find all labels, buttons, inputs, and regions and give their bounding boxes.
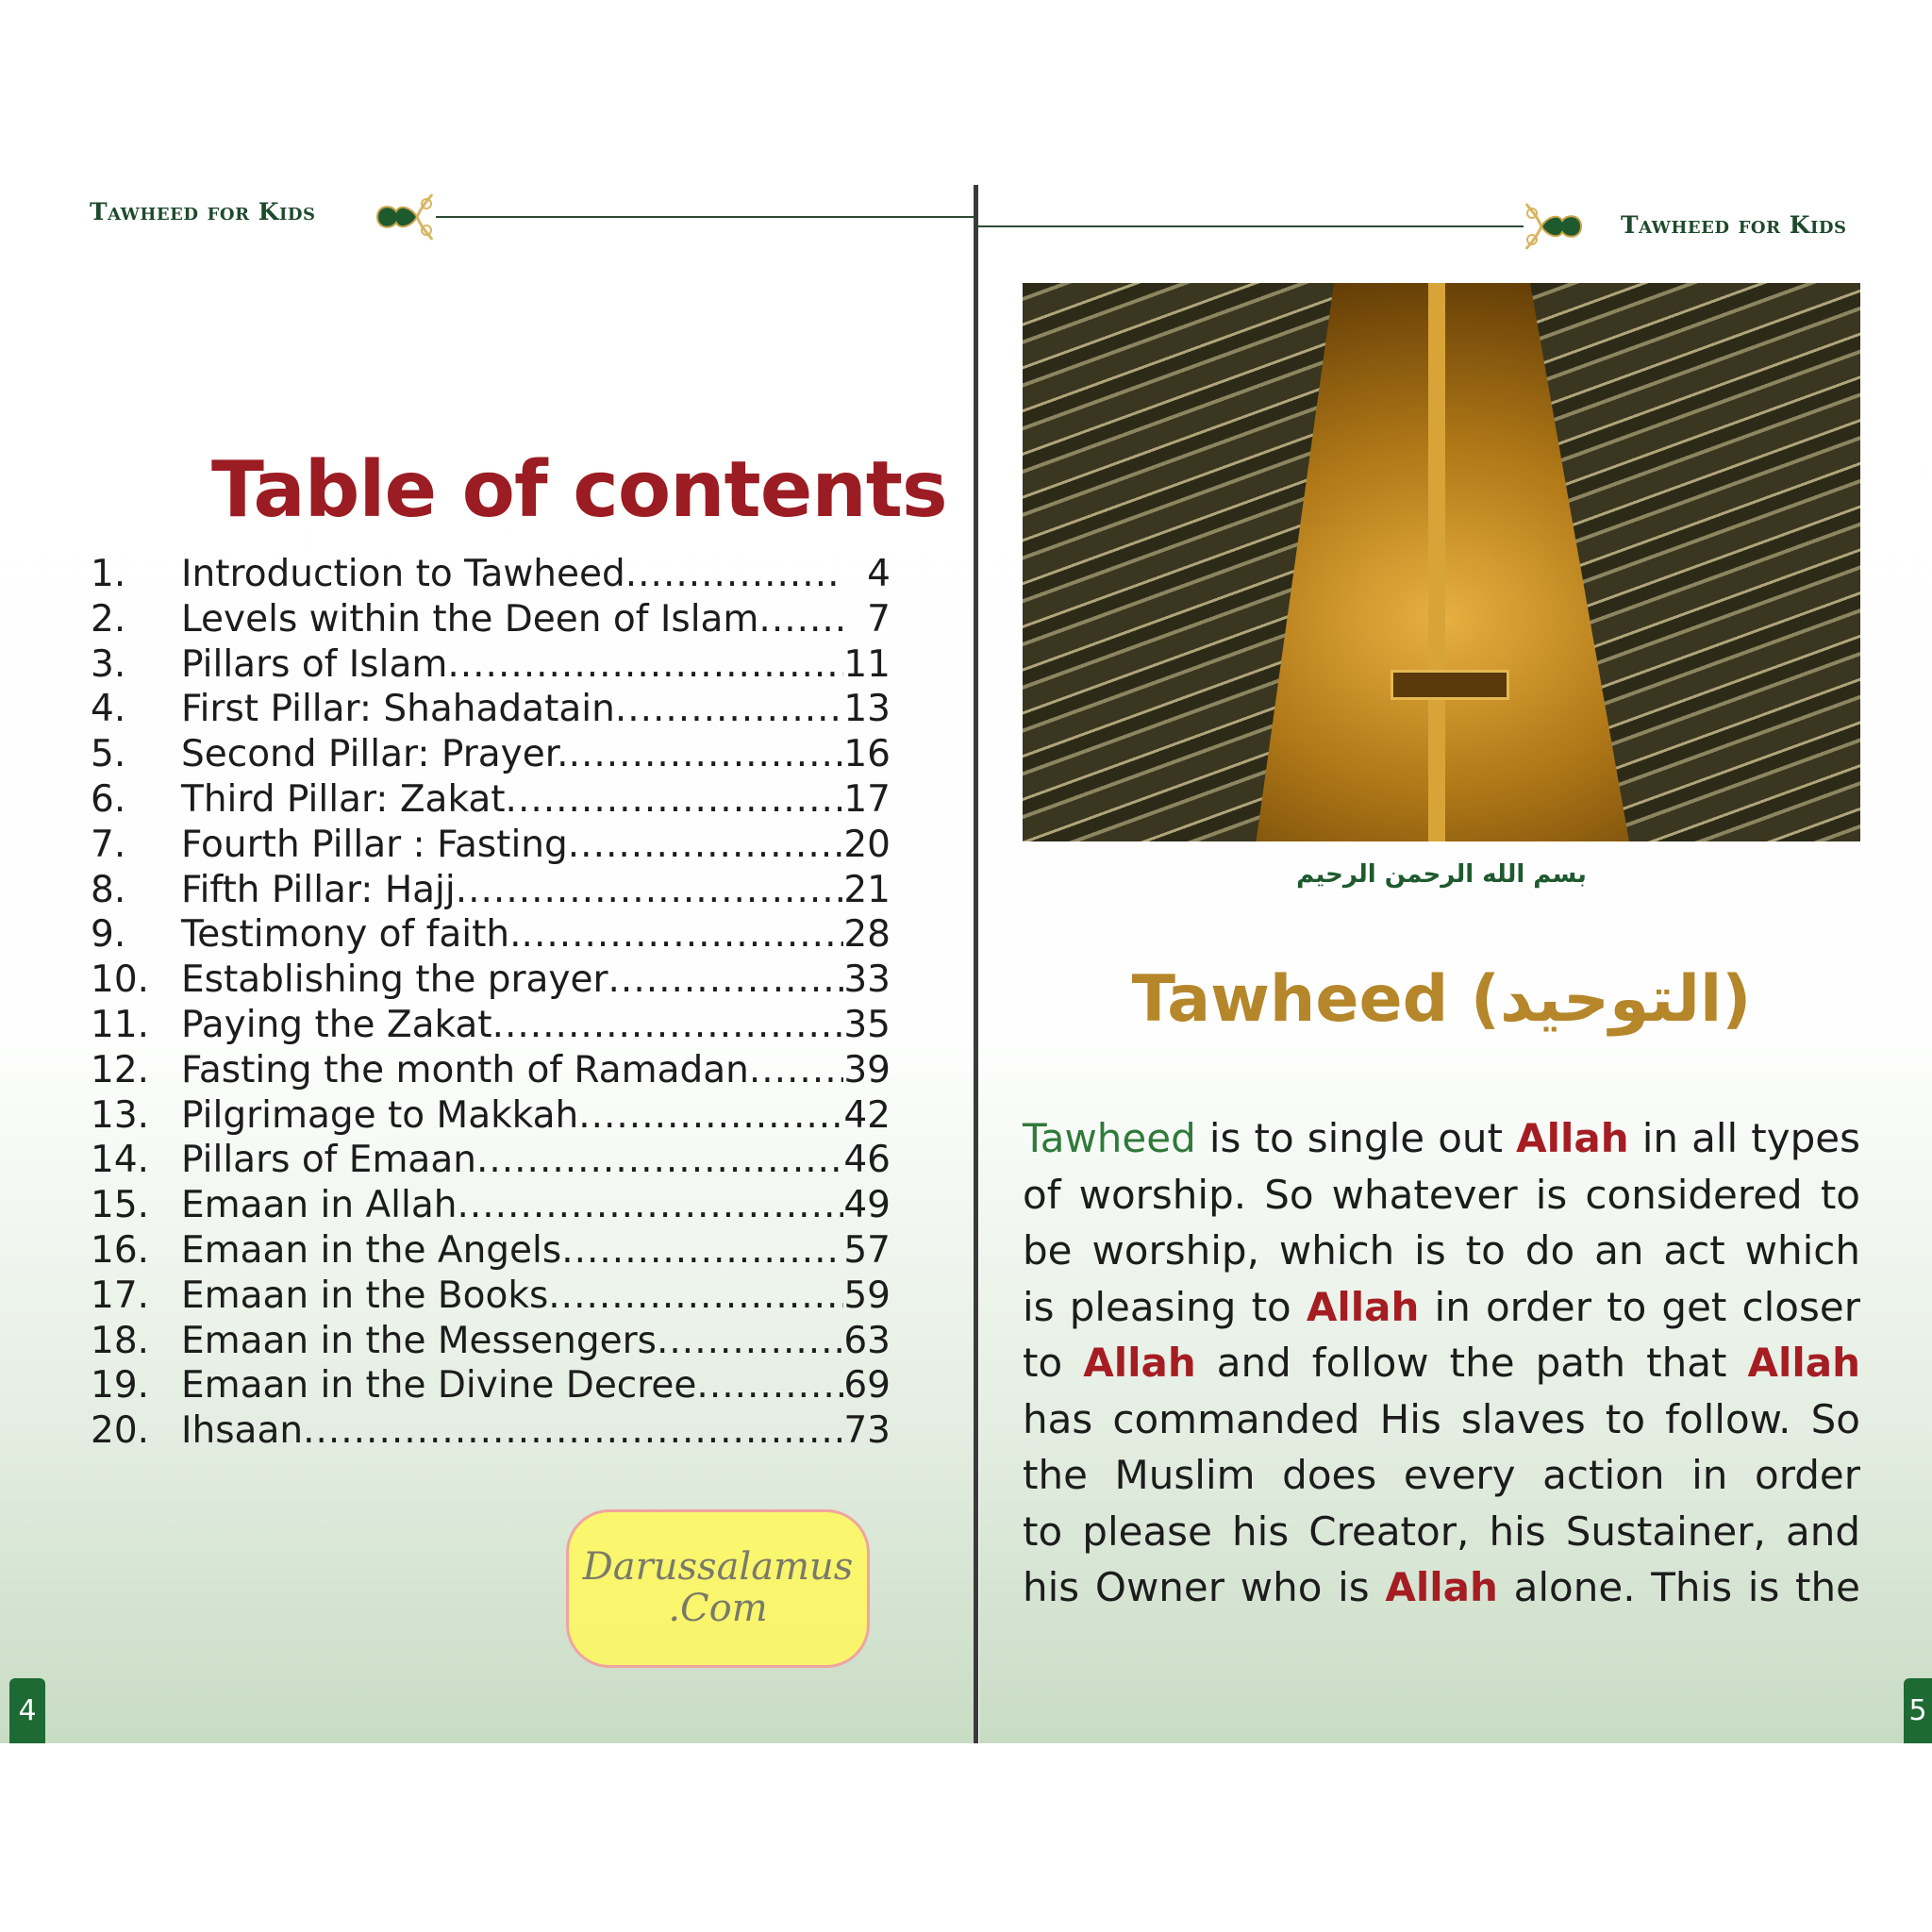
toc-entry[interactable] [91,958,891,1004]
toc-page-number: 63 [843,1319,891,1362]
toc-label: Ihsaan [181,1409,304,1453]
highlight-allah: Allah [1516,1115,1629,1161]
toc-number: 12. [91,1048,150,1091]
toc-entry[interactable] [91,1229,891,1274]
running-header-left: Tawheed for Kids [90,198,316,225]
toc-label: Fifth Pillar: Hajj [181,868,456,911]
toc-entry[interactable] [91,1004,891,1049]
toc-entry[interactable] [91,824,891,869]
toc-leader [476,1139,843,1181]
text-run: of worship. So whatever is considered to [1023,1171,1860,1218]
text-run: to please his Creator, his Sustainer, and [1023,1507,1860,1555]
toc-label: Emaan in the Books [181,1274,549,1317]
toc-page-number: 73 [843,1409,891,1453]
toc-leader [657,1320,843,1362]
toc-label: Pilgrimage to Makkah [181,1093,579,1137]
toc-label: Emaan in the Angels [181,1228,562,1272]
toc-page-number: 35 [843,1003,891,1046]
text-run: in order to get closer [1419,1283,1860,1330]
toc-page-number: 57 [843,1228,891,1272]
toc-leader [303,1409,843,1452]
toc-page-number: 20 [843,823,891,866]
toc-page-number: 28 [843,913,891,957]
toc-page-number: 21 [843,868,891,911]
toc-page-number: 42 [843,1093,891,1137]
highlight-allah: Allah [1306,1283,1420,1330]
toc-leader [696,1364,843,1407]
toc-entry[interactable] [91,1139,891,1184]
toc-label: Fourth Pillar : Fasting [181,823,568,866]
highlight-term: Tawheed [1023,1115,1196,1161]
toc-number: 14. [91,1139,150,1182]
toc-entry[interactable] [91,688,891,733]
toc-number: 7. [91,823,126,866]
text-run: is to single out [1195,1115,1517,1161]
toc-entry[interactable] [91,1184,891,1229]
toc-number: 15. [91,1184,150,1227]
running-header-right: Tawheed for Kids [1621,211,1847,239]
toc-entry[interactable] [91,1049,891,1094]
bismillah: بسم الله الرحمن الرحيم [1296,860,1587,889]
toc-label: Introduction to Tawheed [181,553,625,595]
text-run: and follow the path that [1195,1340,1748,1386]
toc-page-number: 49 [843,1184,891,1227]
text-run: the Muslim does every action in order [1023,1452,1860,1498]
toc-page-number: 17 [843,777,891,821]
header-rule [436,216,975,218]
toc-page-number: 33 [843,958,891,1002]
toc-number: 6. [91,777,126,821]
text-run: has commanded His slaves to follow. So [1023,1395,1860,1442]
body-paragraph [1023,1115,1860,1621]
toc-entry[interactable] [91,1094,891,1140]
toc-number: 17. [91,1274,150,1317]
toc-page-number: 59 [843,1274,891,1317]
toc-label: Paying the Zakat [181,1003,492,1046]
toc-entry[interactable] [91,1320,891,1365]
toc-leader [608,958,843,1001]
toc-page-number: 13 [843,688,891,731]
toc-leader [569,733,843,775]
ornament-icon [1521,200,1585,253]
toc-leader [548,1274,843,1317]
toc-leader [749,1049,843,1091]
toc-leader [561,1229,843,1272]
toc-number: 8. [91,868,126,911]
text-run: is pleasing to [1023,1283,1307,1330]
toc-page-number: 39 [843,1048,891,1091]
page-number-right: 5 [1904,1678,1932,1743]
toc-number: 10. [91,958,150,1002]
text-run: in all types [1628,1115,1861,1161]
toc-number: 20. [91,1409,150,1453]
toc-entry[interactable] [91,733,891,778]
toc-number: 18. [91,1319,150,1362]
paragraph-line [1023,1115,1860,1172]
toc-number: 1. [91,553,126,595]
toc-number: 5. [91,733,126,776]
toc-entry[interactable] [91,598,891,643]
toc-leader [568,824,843,866]
toc-page-number: 11 [843,642,891,686]
toc-leader [447,643,843,686]
toc-leader [456,869,843,911]
paragraph-line [1023,1564,1860,1621]
toc-label: Second Pillar: Prayer. [181,733,569,776]
highlight-allah: Allah [1083,1340,1196,1386]
toc-label: Emaan in Allah [181,1184,458,1227]
toc-label: Fasting the month of Ramadan [181,1048,749,1091]
toc-leader [522,913,843,956]
toc-title: Table of contents [211,445,947,535]
toc-label: Emaan in the Divine Decree [181,1364,697,1407]
text-run: be worship, which is to do an act which [1023,1227,1860,1274]
watermark [566,1509,870,1668]
paragraph-line [1023,1396,1860,1453]
paragraph-line [1023,1452,1860,1508]
toc-leader [758,598,843,641]
text-run: to [1023,1340,1084,1386]
paragraph-line [1023,1508,1860,1565]
toc-number: 3. [91,642,126,686]
header-rule [978,225,1524,227]
toc-label: Levels within the Deen of Islam [181,597,759,641]
toc-label: Emaan in the Messengers [181,1319,657,1362]
toc-number: 2. [91,597,126,641]
toc-label: First Pillar: Shahadatain [181,688,615,731]
toc-entry[interactable] [91,643,891,689]
kaaba-door-photo [1023,283,1860,841]
toc-label: Pillars of Emaan [181,1139,476,1182]
toc-leader [506,778,843,821]
highlight-allah: Allah [1747,1340,1860,1386]
section-heading: Tawheed (التوحيد) [1131,962,1752,1037]
ornament-icon [374,191,438,243]
paragraph-line [1023,1340,1860,1396]
toc-page-number: 4 [867,553,891,595]
text-run: his Owner who is [1023,1564,1386,1610]
toc-entry[interactable] [91,1409,891,1455]
toc-number: 11. [91,1003,150,1046]
toc-page-number: 46 [843,1139,891,1182]
toc-leader [615,688,843,730]
toc-entry[interactable] [91,1364,891,1409]
toc-label: Pillars of Islam [181,642,448,686]
toc-entry[interactable] [91,553,891,598]
toc-page-number: 69 [843,1364,891,1407]
toc-page-number: 7 [867,597,891,641]
toc-leader [578,1094,843,1137]
toc-list [91,553,891,1455]
toc-entry[interactable] [91,869,891,914]
toc-number: 13. [91,1093,150,1137]
paragraph-line [1023,1172,1860,1228]
toc-label: Establishing the prayer [181,958,608,1002]
highlight-allah: Allah [1385,1564,1498,1610]
watermark-line: .Com [668,1587,768,1630]
page-number-left: 4 [9,1678,45,1743]
toc-leader [625,553,843,595]
toc-page-number: 16 [843,733,891,776]
paragraph-line [1023,1227,1860,1284]
text-run: alone. This is the [1497,1564,1860,1610]
book-spine [974,185,978,1743]
toc-entry[interactable] [91,913,891,958]
toc-number: 19. [91,1364,150,1407]
toc-number: 9. [91,913,126,957]
toc-entry[interactable] [91,778,891,824]
toc-number: 16. [91,1228,150,1272]
toc-label: Testimony of faith. [181,913,522,957]
watermark-line: Darussalamus [582,1545,854,1589]
toc-label: Third Pillar: Zakat [181,777,506,821]
toc-leader [457,1184,843,1226]
toc-leader [492,1004,843,1046]
toc-number: 4. [91,688,126,731]
toc-entry[interactable] [91,1274,891,1320]
paragraph-line [1023,1284,1860,1341]
